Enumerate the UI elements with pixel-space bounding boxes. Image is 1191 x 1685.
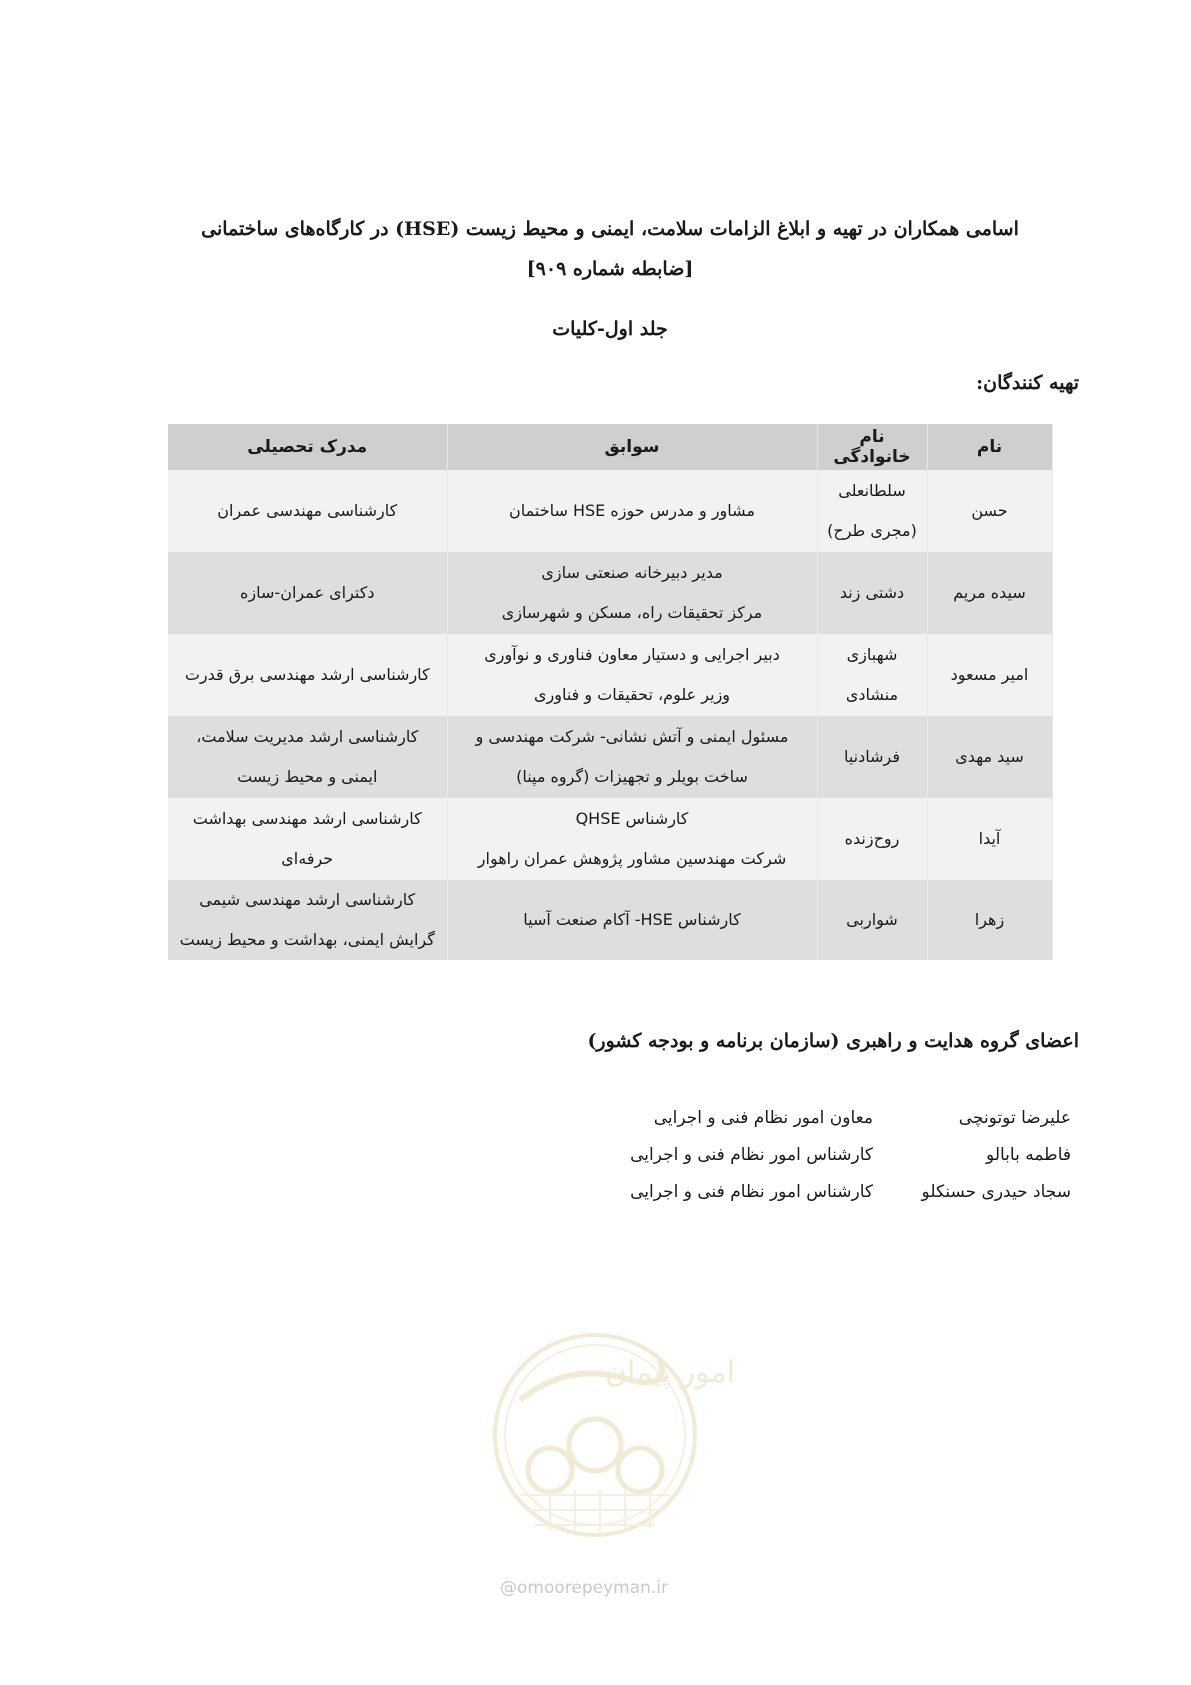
cell-experience [447, 634, 817, 716]
header-family: نام خانوادگی [817, 424, 927, 470]
cell-degree [168, 470, 447, 552]
family-line: (مجری طرح) [827, 521, 917, 540]
cell-name: زهرا [927, 880, 1052, 960]
cell-name: سیده مریم [927, 552, 1052, 634]
experience-line: مرکز تحقیقات راه، مسکن و شهرسازی [501, 603, 763, 622]
watermark-logo [480, 1320, 735, 1580]
degree-line: کارشناسی ارشد مهندسی بهداشت [192, 809, 422, 828]
cell-degree [168, 880, 447, 960]
cell-experience [447, 798, 817, 880]
table-row [168, 798, 1052, 880]
family-line: روح‌زنده [844, 829, 900, 848]
regulation-number: [ضابطه شماره ۹۰۹] [526, 258, 694, 280]
list-item [630, 1145, 1071, 1182]
degree-line: حرفه‌ای [281, 849, 334, 868]
degree-line: کارشناسی ارشد مدیریت سلامت، [196, 727, 419, 746]
document-title: اسامی همکاران در تهیه و ابلاغ الزامات سلامت، ایمنی و محیط زیست (HSE) در کارگاه‌های ساختمانی [201, 218, 1019, 240]
cell-family [817, 634, 927, 716]
table-row [168, 716, 1052, 798]
table-row [168, 880, 1052, 960]
degree-line: کارشناسی مهندسی عمران [217, 501, 398, 520]
cell-experience [447, 716, 817, 798]
member-name: فاطمه بابالو [986, 1145, 1071, 1165]
family-line: دشتی زند [839, 583, 905, 602]
member-role: کارشناس امور نظام فنی و اجرایی [630, 1145, 873, 1165]
cell-degree [168, 798, 447, 880]
cell-degree [168, 716, 447, 798]
experience-line: مسئول ایمنی و آتش نشانی- شرکت مهندسی و [475, 727, 789, 746]
cell-family [817, 880, 927, 960]
degree-line: کارشناسی ارشد مهندسی شیمی [199, 890, 416, 909]
header-degree: مدرک تحصیلی [168, 424, 447, 470]
family-line: فرشادنیا [843, 747, 901, 766]
list-item [630, 1182, 1071, 1219]
degree-line: کارشناسی ارشد مهندسی برق قدرت [184, 665, 430, 684]
list-item [630, 1108, 1071, 1145]
family-line: سلطانعلی [838, 481, 906, 500]
cell-family [817, 470, 927, 552]
degree-line: گرایش ایمنی، بهداشت و محیط زیست [179, 930, 435, 949]
family-line: شهبازی [846, 645, 898, 664]
degree-line: ایمنی و محیط زیست [237, 767, 378, 786]
experience-line: مدیر دبیرخانه صنعتی سازی [541, 563, 723, 582]
cell-family [817, 716, 927, 798]
member-name: علیرضا توتونچی [958, 1108, 1071, 1128]
experience-line: کارشناس HSE- آکام صنعت آسیا [523, 910, 741, 929]
header-experience: سوابق [447, 424, 817, 470]
table-header-row [168, 424, 1052, 470]
family-line: منشادی [845, 685, 899, 704]
cell-degree [168, 634, 447, 716]
preparers-heading: تهیه کنندگان: [976, 372, 1079, 394]
degree-line: دکترای عمران-سازه [240, 583, 375, 602]
member-role: معاون امور نظام فنی و اجرایی [653, 1108, 873, 1128]
table-row [168, 552, 1052, 634]
cell-name: حسن [927, 470, 1052, 552]
experience-line: دبیر اجرایی و دستیار معاون فناوری و نوآوری [484, 645, 780, 664]
table-row [168, 634, 1052, 716]
cell-family [817, 798, 927, 880]
contributors-table [168, 424, 1053, 960]
member-name: سجاد حیدری حسنکلو [921, 1182, 1071, 1202]
family-line: شواربی [846, 910, 898, 929]
experience-line: وزیر علوم، تحقیقات و فناوری [533, 685, 731, 704]
cell-experience [447, 880, 817, 960]
cell-name: امیر مسعود [927, 634, 1052, 716]
experience-line: کارشناس QHSE [575, 809, 689, 828]
cell-name: سید مهدی [927, 716, 1052, 798]
cell-experience [447, 552, 817, 634]
table-row [168, 470, 1052, 552]
cell-name: آیدا [927, 798, 1052, 880]
experience-line: شرکت مهندسین مشاور پژوهش عمران راهوار [477, 849, 787, 868]
volume-title: جلد اول-کلیات [552, 318, 668, 340]
experience-line: ساخت بویلر و تجهیزات (گروه مپنا) [516, 767, 748, 786]
experience-line: مشاور و مدرس حوزه HSE ساختمان [509, 501, 755, 520]
watermark-logo-text: امور پیمان [605, 1355, 735, 1390]
guidance-group-heading: اعضای گروه هدایت و راهبری (سازمان برنامه و بودجه کشور) [587, 1030, 1079, 1052]
member-role: کارشناس امور نظام فنی و اجرایی [630, 1182, 873, 1202]
cell-experience [447, 470, 817, 552]
watermark-text: @omoorepeyman.ir [500, 1578, 669, 1598]
cell-degree [168, 552, 447, 634]
header-name: نام [927, 424, 1052, 470]
cell-family [817, 552, 927, 634]
guidance-members-list [630, 1108, 1071, 1219]
